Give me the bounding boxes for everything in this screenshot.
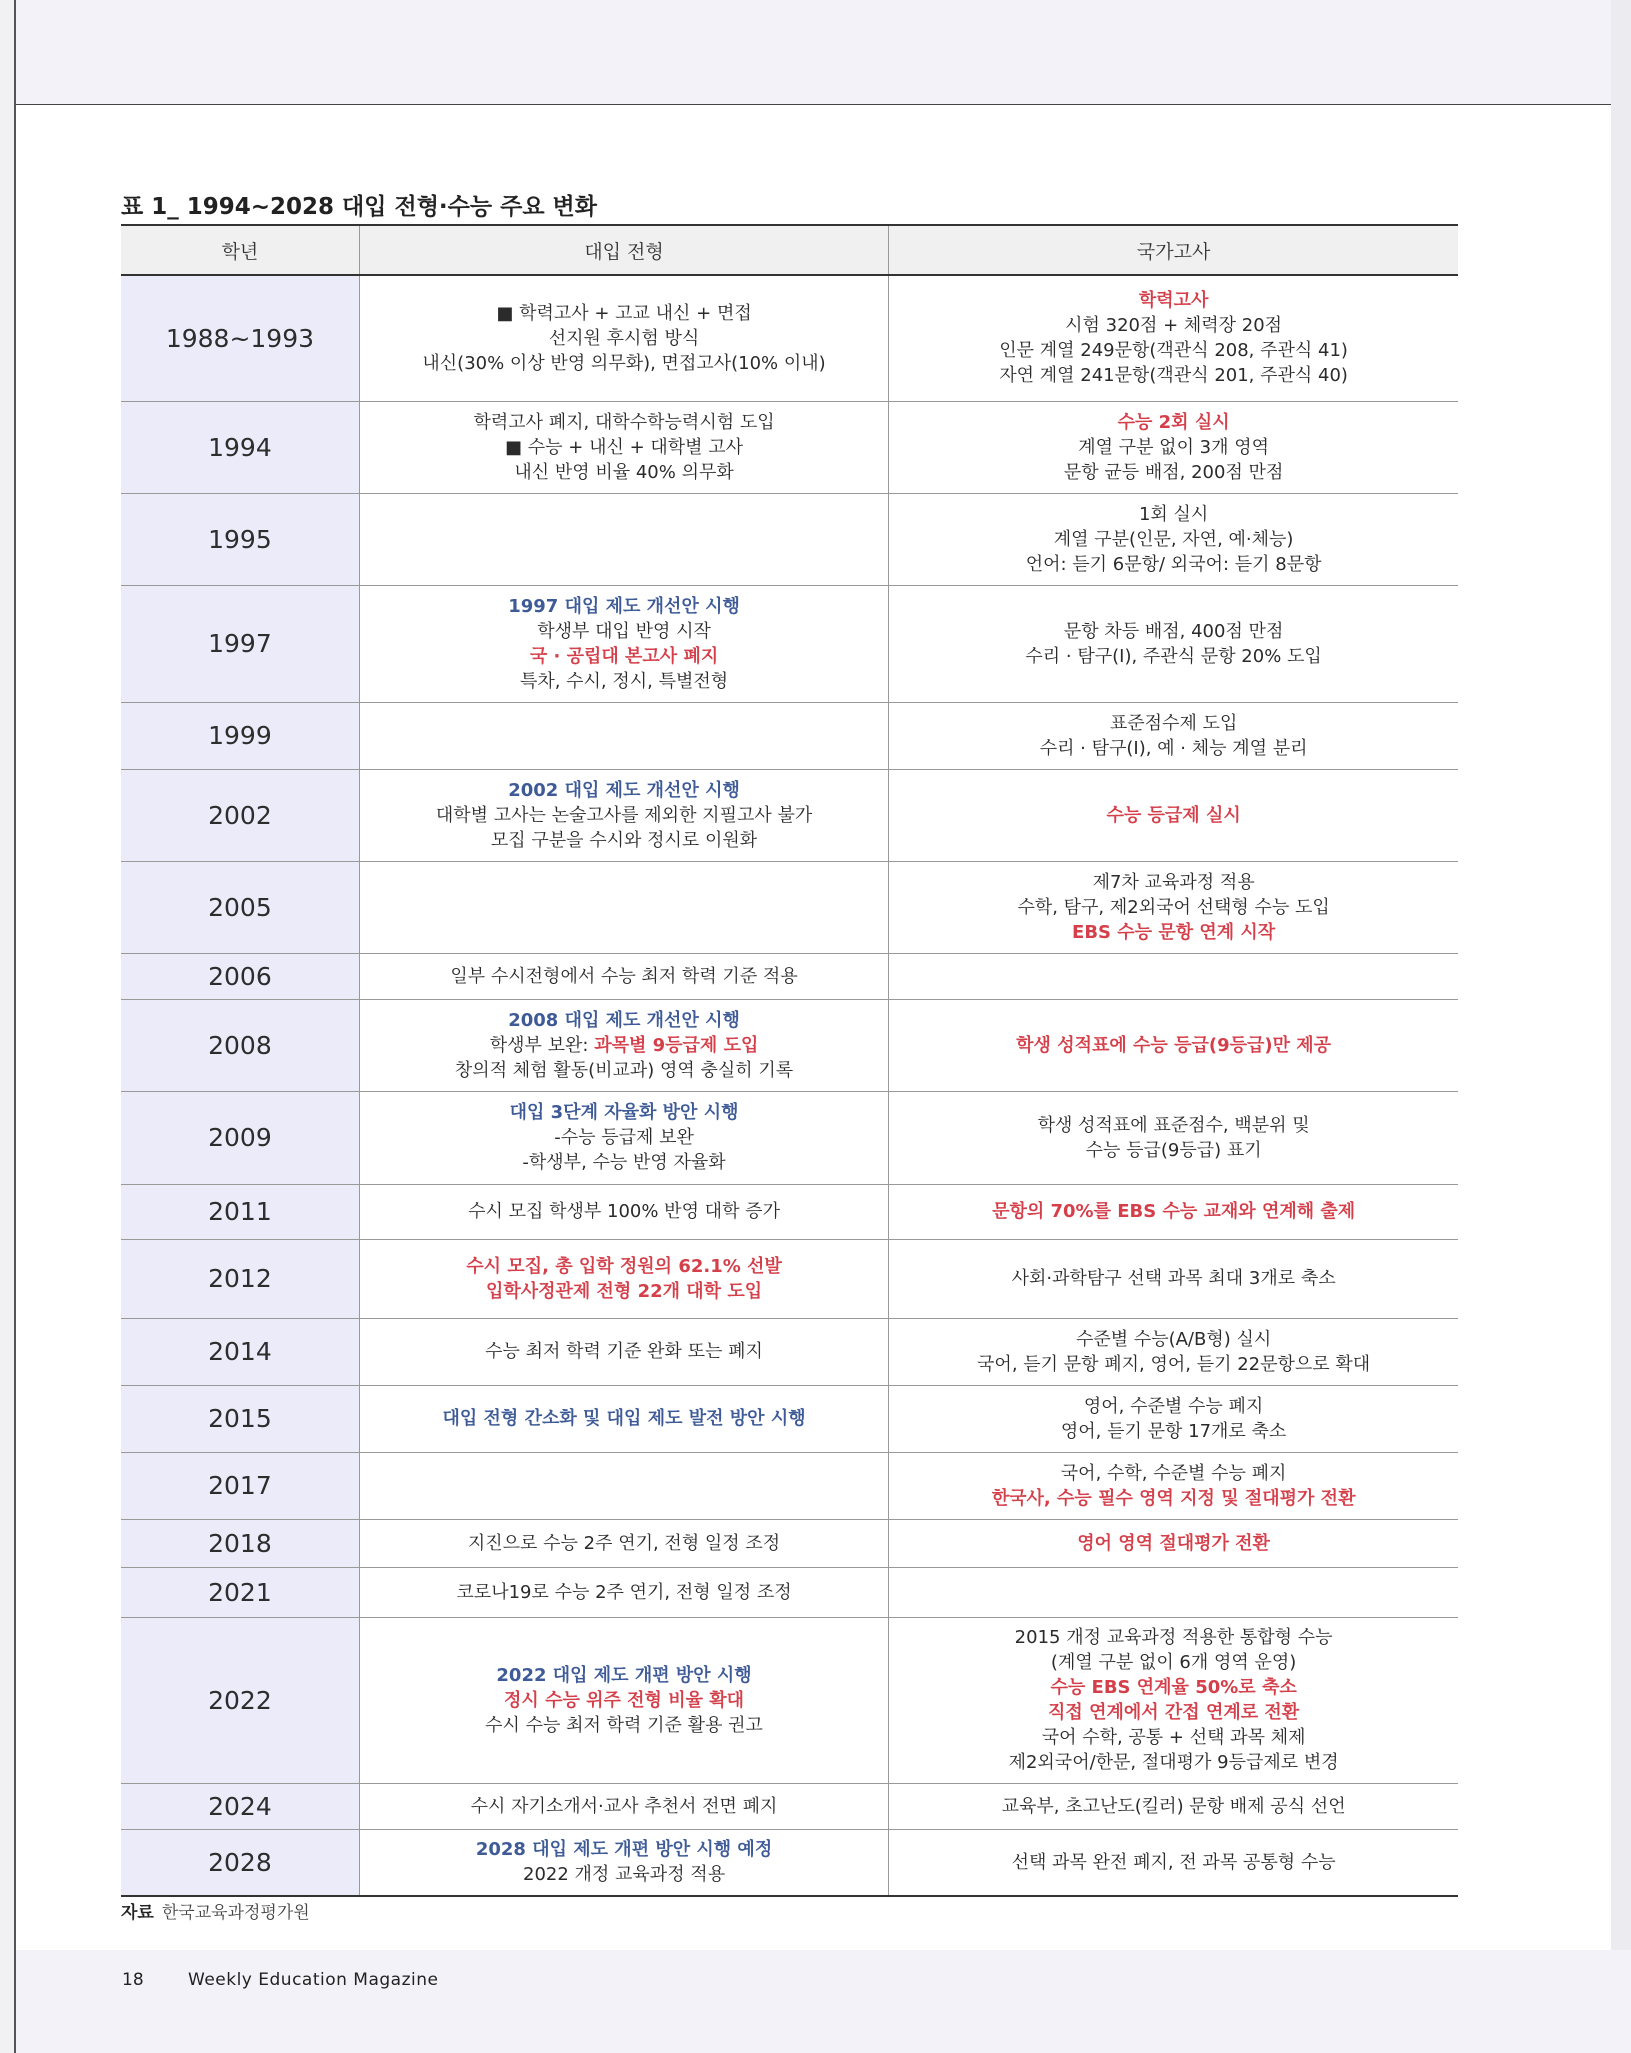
cell-line: ■ 학력고사 + 고교 내신 + 면접 <box>496 302 752 324</box>
page-edge <box>1611 0 1631 2053</box>
cell-line: 2015 개정 교육과정 적용한 통합형 수능 <box>1014 1627 1333 1648</box>
table-row <box>121 953 1458 999</box>
admission-cell <box>359 1091 888 1184</box>
admission-cell <box>359 1617 888 1783</box>
cell-line: -수능 등급제 보완 <box>554 1127 694 1148</box>
source-note <box>121 1898 310 1923</box>
year-cell: 2009 <box>121 1091 359 1184</box>
cell-line: 수시 모집, 총 입학 정원의 62.1% 선발 <box>466 1255 782 1277</box>
cell-line: 모집 구분을 수시와 정시로 이원화 <box>490 829 758 851</box>
table-body <box>121 275 1458 1896</box>
cell-line: 제2외국어/한문, 절대평가 9등급제로 변경 <box>1008 1752 1339 1773</box>
cell-line: 창의적 체험 활동(비교과) 영역 충실히 기록 <box>454 1059 794 1081</box>
admission-cell <box>359 1783 888 1829</box>
table-header-row <box>121 225 1458 275</box>
cell-line: 문항 균등 배점, 200점 만점 <box>1063 461 1284 483</box>
cell-line: 수준별 수능(A/B형) 실시 <box>1075 1328 1272 1350</box>
admission-cell <box>359 1452 888 1519</box>
cell-line: 수시 수능 최저 학력 기준 활용 권고 <box>485 1714 763 1736</box>
magazine-name: Weekly Education Magazine <box>188 1970 439 1990</box>
cell-line: 언어: 듣기 6문항/ 외국어: 듣기 8문항 <box>1025 553 1322 575</box>
cell-line: 수능 최저 학력 기준 완화 또는 폐지 <box>485 1341 763 1362</box>
exam-cell <box>889 1617 1458 1783</box>
header-exam: 국가고사 <box>889 225 1458 275</box>
admission-cell <box>359 1239 888 1318</box>
cell-line: 내신 반영 비율 40% 의무화 <box>514 461 734 483</box>
table-row <box>121 1452 1458 1519</box>
table-row <box>121 1239 1458 1318</box>
year-cell: 2002 <box>121 769 359 861</box>
cell-line: 수능 등급(9등급) 표기 <box>1085 1139 1262 1161</box>
page-number: 18 <box>122 1970 144 1990</box>
header-admission: 대입 전형 <box>359 225 888 275</box>
admission-cell <box>359 1567 888 1617</box>
cell-line: 문항의 70%를 EBS 수능 교재와 연계해 출제 <box>992 1201 1356 1222</box>
exam-cell <box>889 1184 1458 1239</box>
year-cell: 1994 <box>121 401 359 493</box>
year-cell: 2015 <box>121 1385 359 1452</box>
cell-line: 영어, 듣기 문항 17개로 축소 <box>1060 1420 1287 1442</box>
cell-line: 특차, 수시, 정시, 특별전형 <box>519 670 729 692</box>
table-title: 표 1_ 1994~2028 대입 전형·수능 주요 변화 <box>121 194 597 220</box>
year-cell: 2017 <box>121 1452 359 1519</box>
cell-line: 수리 · 탐구(Ⅰ), 예 · 체능 계열 분리 <box>1039 737 1308 759</box>
cell-line: 계열 구분 없이 3개 영역 <box>1078 436 1270 458</box>
cell-line: 교육부, 초고난도(킬러) 문항 배제 공식 선언 <box>1001 1795 1346 1817</box>
table-row <box>121 275 1458 401</box>
cell-line: -학생부, 수능 반영 자율화 <box>522 1152 726 1173</box>
year-cell: 1995 <box>121 493 359 585</box>
cell-line: 1997 대입 제도 개선안 시행 <box>508 595 740 617</box>
exam-cell <box>889 769 1458 861</box>
cell-line: 대입 전형 간소화 및 대입 제도 발전 방안 시행 <box>442 1408 806 1429</box>
exam-cell <box>889 1519 1458 1567</box>
year-cell: 2021 <box>121 1567 359 1617</box>
cell-line: EBS 수능 문항 연계 시작 <box>1072 921 1276 943</box>
cell-line: 수능 EBS 연계율 50%로 축소 <box>1050 1677 1297 1698</box>
cell-line <box>366 1033 882 1058</box>
table-row <box>121 493 1458 585</box>
footer-band <box>16 1950 1631 2053</box>
year-cell: 1999 <box>121 702 359 769</box>
source-label: 자료 <box>121 1903 154 1923</box>
cell-line: 국 · 공립대 본고사 폐지 <box>529 645 719 667</box>
cell-line: 사회·과학탐구 선택 과목 최대 3개로 축소 <box>1011 1268 1336 1289</box>
cell-line: 제7차 교육과정 적용 <box>1092 871 1255 893</box>
table-row <box>121 861 1458 953</box>
admission-cell <box>359 1184 888 1239</box>
admission-cell <box>359 1385 888 1452</box>
table-row <box>121 1617 1458 1783</box>
year-cell: 2008 <box>121 999 359 1091</box>
year-cell: 2005 <box>121 861 359 953</box>
exam-cell <box>889 1567 1458 1617</box>
table-row <box>121 1829 1458 1896</box>
cell-line: 수능 등급제 실시 <box>1106 804 1241 826</box>
source-text: 한국교육과정평가원 <box>161 1903 310 1923</box>
cell-line: 학생 성적표에 수능 등급(9등급)만 제공 <box>1016 1034 1332 1056</box>
cell-line: 영어 영역 절대평가 전환 <box>1077 1532 1270 1554</box>
table-row <box>121 1783 1458 1829</box>
table-row <box>121 769 1458 861</box>
year-cell: 2012 <box>121 1239 359 1318</box>
table-row <box>121 999 1458 1091</box>
cell-line: 직접 연계에서 간접 연계로 전환 <box>1048 1702 1300 1723</box>
year-cell: 2022 <box>121 1617 359 1783</box>
year-cell: 2014 <box>121 1318 359 1385</box>
cell-line: 영어, 수준별 수능 폐지 <box>1083 1395 1264 1417</box>
admission-cell <box>359 769 888 861</box>
cell-line: 학력고사 <box>1138 290 1209 312</box>
cell-line: 국어, 듣기 문항 폐지, 영어, 듣기 22문항으로 확대 <box>977 1353 1371 1375</box>
admission-cell <box>359 861 888 953</box>
exam-cell <box>889 999 1458 1091</box>
table-row <box>121 1091 1458 1184</box>
cell-line: 자연 계열 241문항(객관식 201, 주관식 40) <box>999 365 1348 387</box>
exam-cell <box>889 1091 1458 1184</box>
cell-line: ■ 수능 + 내신 + 대학별 고사 <box>505 436 744 458</box>
cell-line: 2028 대입 제도 개편 방안 시행 예정 <box>475 1839 773 1861</box>
cell-line: 2022 대입 제도 개편 방안 시행 <box>496 1664 752 1686</box>
cell-line: 수시 자기소개서·교사 추천서 전면 폐지 <box>470 1795 778 1817</box>
exam-cell <box>889 585 1458 702</box>
year-cell: 2018 <box>121 1519 359 1567</box>
exam-cell <box>889 1318 1458 1385</box>
admission-cell <box>359 953 888 999</box>
admission-cell <box>359 401 888 493</box>
admission-history-table <box>121 224 1458 1897</box>
admission-cell <box>359 1829 888 1896</box>
cell-line: (계열 구분 없이 6개 영역 운영) <box>1050 1652 1297 1673</box>
cell-line: 지진으로 수능 2주 연기, 전형 일정 조정 <box>467 1532 781 1554</box>
cell-line: 1회 실시 <box>1138 503 1209 525</box>
admission-cell <box>359 999 888 1091</box>
exam-cell <box>889 493 1458 585</box>
exam-cell <box>889 1829 1458 1896</box>
cell-line: 시험 320점 + 체력장 20점 <box>1065 315 1283 337</box>
cell-line: 2008 대입 제도 개선안 시행 <box>508 1009 740 1031</box>
table-row <box>121 1184 1458 1239</box>
magazine-page <box>14 0 1631 2053</box>
table-row <box>121 401 1458 493</box>
cell-line: 표준점수제 도입 <box>1109 712 1238 734</box>
year-cell: 2024 <box>121 1783 359 1829</box>
year-cell: 2006 <box>121 953 359 999</box>
exam-cell <box>889 1239 1458 1318</box>
exam-cell <box>889 401 1458 493</box>
exam-cell <box>889 1783 1458 1829</box>
cell-line: 학생 성적표에 표준점수, 백분위 및 <box>1037 1114 1310 1136</box>
cell-line: 일부 수시전형에서 수능 최저 학력 기준 적용 <box>450 965 798 987</box>
cell-line: 대입 3단계 자율화 방안 시행 <box>509 1102 739 1123</box>
cell-line: 수시 모집 학생부 100% 반영 대학 증가 <box>468 1201 780 1222</box>
cell-line: 2002 대입 제도 개선안 시행 <box>508 779 740 801</box>
header-year: 학년 <box>121 225 359 275</box>
table-row <box>121 1567 1458 1617</box>
admission-cell <box>359 585 888 702</box>
admission-cell <box>359 702 888 769</box>
cell-line: 선지원 후시험 방식 <box>548 327 700 349</box>
cell-line: 국어, 수학, 수준별 수능 폐지 <box>1060 1462 1287 1484</box>
cell-line: 정시 수능 위주 전형 비율 확대 <box>504 1689 745 1711</box>
admission-cell <box>359 1318 888 1385</box>
cell-line: 문항 차등 배점, 400점 만점 <box>1063 620 1284 642</box>
cell-line: 대학별 고사는 논술고사를 제외한 지필고사 불가 <box>435 804 813 826</box>
table-row <box>121 1519 1458 1567</box>
year-cell: 2011 <box>121 1184 359 1239</box>
cell-line: 수리 · 탐구(Ⅰ), 주관식 문항 20% 도입 <box>1025 645 1322 667</box>
table-row <box>121 702 1458 769</box>
table-row <box>121 1385 1458 1452</box>
admission-cell <box>359 493 888 585</box>
cell-line: 학력고사 폐지, 대학수학능력시험 도입 <box>473 411 775 433</box>
cell-text-segment: 학생부 보완: <box>489 1034 595 1056</box>
cell-line: 인문 계열 249문항(객관식 208, 주관식 41) <box>999 340 1348 362</box>
cell-line: 입학사정관제 전형 22개 대학 도입 <box>485 1280 763 1302</box>
cell-line: 국어 수학, 공통 + 선택 과목 체제 <box>1041 1727 1306 1748</box>
cell-line: 수학, 탐구, 제2외국어 선택형 수능 도입 <box>1017 896 1330 918</box>
exam-cell <box>889 275 1458 401</box>
cell-line: 계열 구분(인문, 자연, 예·체능) <box>1053 528 1294 550</box>
exam-cell <box>889 1385 1458 1452</box>
exam-cell <box>889 1452 1458 1519</box>
cell-line: 수능 2회 실시 <box>1117 411 1230 433</box>
cell-line: 학생부 대입 반영 시작 <box>537 620 711 642</box>
table-row <box>121 1318 1458 1385</box>
cell-line: 내신(30% 이상 반영 의무화), 면접고사(10% 이내) <box>422 352 826 374</box>
exam-cell <box>889 861 1458 953</box>
cell-line: 2022 개정 교육과정 적용 <box>523 1864 726 1886</box>
cell-line: 선택 과목 완전 폐지, 전 과목 공통형 수능 <box>1011 1851 1336 1873</box>
exam-cell <box>889 953 1458 999</box>
admission-cell <box>359 275 888 401</box>
cell-line: 한국사, 수능 필수 영역 지정 및 절대평가 전환 <box>991 1487 1356 1509</box>
year-cell: 1997 <box>121 585 359 702</box>
year-cell: 1988~1993 <box>121 275 359 401</box>
cell-text-segment: 과목별 9등급제 도입 <box>594 1034 759 1056</box>
admission-cell <box>359 1519 888 1567</box>
year-cell: 2028 <box>121 1829 359 1896</box>
exam-cell <box>889 702 1458 769</box>
table-row <box>121 585 1458 702</box>
cell-line: 코로나19로 수능 2주 연기, 전형 일정 조정 <box>456 1581 792 1603</box>
header-band <box>16 0 1631 105</box>
